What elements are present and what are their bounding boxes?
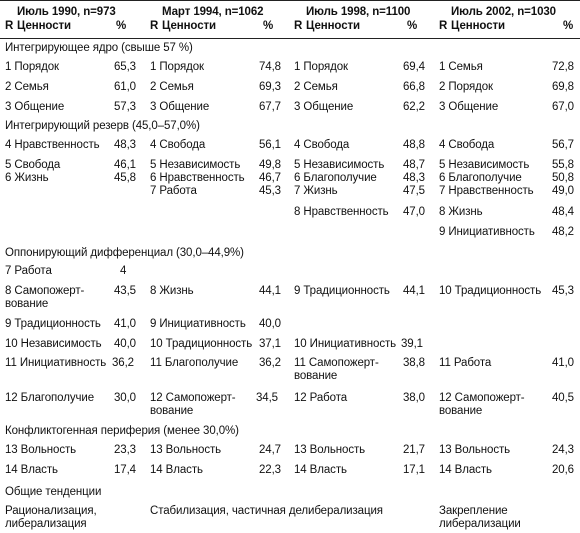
- table-cell-value: 5 Независимость: [150, 159, 241, 171]
- table-cell-pct: 40,0: [114, 338, 136, 350]
- table-cell-pct: 48,3: [114, 139, 136, 151]
- table-cell-value: 10 Традиционность: [150, 338, 253, 350]
- table-cell-value: 11 Работа: [439, 357, 492, 369]
- section-periphery-heading: Конфликтогенная периферия (менее 30,0%): [5, 425, 239, 437]
- column-3-value-header: Ценности: [306, 20, 360, 32]
- table-cell-pct: 30,0: [114, 392, 136, 404]
- table-cell-pct: 69,3: [259, 81, 281, 93]
- table-cell-pct: 38,8: [403, 357, 425, 369]
- table-cell-value: 6 Благополучие: [439, 172, 522, 184]
- table-cell-pct: 37,1: [259, 338, 281, 350]
- table-cell-pct: 50,8: [552, 172, 574, 184]
- table-cell-value: 3 Общение: [294, 101, 354, 113]
- table-cell-pct: 57,3: [114, 101, 136, 113]
- table-cell-value: 1 Порядок: [294, 61, 348, 73]
- table-cell-pct: 17,1: [403, 464, 425, 476]
- table-cell-value: 3 Общение: [5, 101, 65, 113]
- section-core-heading: Интегрирующее ядро (свыше 57 %): [5, 42, 193, 54]
- table-cell-pct: 46,7: [259, 172, 281, 184]
- table-cell-value: 12 Работа: [294, 392, 348, 404]
- column-3-pct-header: %: [407, 20, 418, 32]
- table-cell-pct: 34,5: [256, 392, 278, 404]
- table-cell-pct: 48,4: [552, 206, 574, 218]
- table-cell-value: 14 Власть: [5, 464, 58, 476]
- table-cell-value: 7 Нравственность: [439, 185, 534, 197]
- table-cell-pct: 43,5: [114, 285, 136, 297]
- table-cell-value: 14 Власть: [439, 464, 492, 476]
- table-cell-pct: 24,3: [552, 444, 574, 456]
- table-cell-value: 11 Самопожерт-вование: [294, 357, 379, 382]
- table-cell-pct: 21,7: [403, 444, 425, 456]
- table-cell-pct: 67,0: [552, 101, 574, 113]
- table-cell-value: 6 Жизнь: [5, 172, 49, 184]
- table-cell-pct: 46,1: [114, 159, 136, 171]
- table-cell-value: 13 Вольность: [439, 444, 511, 456]
- column-2-value-header: Ценности: [162, 20, 216, 32]
- table-cell-pct: 66,8: [403, 81, 425, 93]
- table-cell-pct: 39,1: [401, 338, 423, 350]
- table-cell-value: 2 Порядок: [439, 81, 493, 93]
- table-cell-pct: 69,8: [552, 81, 574, 93]
- table-cell-pct: 45,3: [552, 285, 574, 297]
- table-cell-value: 14 Власть: [150, 464, 203, 476]
- table-cell-pct: 48,8: [403, 139, 425, 151]
- table-cell-pct: 41,0: [552, 357, 574, 369]
- table-cell-value: 10 Инициативность: [294, 338, 397, 350]
- table-cell-pct: 74,8: [259, 61, 281, 73]
- table-cell-pct: 61,0: [114, 81, 136, 93]
- table-cell-value: 9 Инициативность: [150, 318, 246, 330]
- table-cell-pct: 45,3: [259, 185, 281, 197]
- table-cell-value: 10 Независимость: [5, 338, 102, 350]
- table-cell-value: 12 Благополучие: [5, 392, 94, 404]
- table-cell-value: 12 Самопожерт-вование: [150, 392, 236, 417]
- table-cell-pct: 56,7: [552, 139, 574, 151]
- table-cell-value: 13 Вольность: [150, 444, 222, 456]
- table-cell-pct: 67,7: [259, 101, 281, 113]
- section-trends-heading: Общие тенденции: [5, 486, 102, 498]
- table-cell-value: 12 Самопожерт-вование: [439, 392, 525, 417]
- table-cell-value: 1 Порядок: [150, 61, 204, 73]
- table-cell-pct: 22,3: [259, 464, 281, 476]
- table-cell-value: 1 Семья: [439, 61, 483, 73]
- table-cell-value: 3 Общение: [439, 101, 499, 113]
- table-cell-pct: 38,0: [403, 392, 425, 404]
- table-cell-pct: 36,2: [112, 357, 134, 369]
- table-top-rule: [0, 0, 580, 1]
- table-cell-value: 4 Свобода: [150, 139, 206, 151]
- table-cell-value: 8 Самопожерт-вование: [5, 285, 85, 310]
- table-cell-pct: 17,4: [114, 464, 136, 476]
- section-opposing-heading: Оппонирующий дифференциал (30,0–44,9%): [5, 247, 244, 259]
- header-bottom-rule: [0, 38, 580, 39]
- table-cell-pct: 47,5: [403, 185, 425, 197]
- table-cell-value: 2 Семья: [150, 81, 194, 93]
- section-reserve-heading: Интегрирующий резерв (45,0–57,0%): [5, 120, 200, 132]
- table-cell-pct: 56,1: [259, 139, 281, 151]
- table-cell-pct: 48,3: [403, 172, 425, 184]
- column-1-rank-header: R: [5, 20, 14, 32]
- table-cell-value: 9 Традиционность: [294, 285, 390, 297]
- table-cell-value: 8 Жизнь: [150, 285, 194, 297]
- table-cell-value: 7 Жизнь: [294, 185, 338, 197]
- table-cell-value: 2 Семья: [294, 81, 338, 93]
- table-cell-pct: 40,0: [259, 318, 281, 330]
- table-cell-value: 8 Жизнь: [439, 206, 483, 218]
- table-cell-pct: 45,8: [114, 172, 136, 184]
- table-cell-pct: 23,3: [114, 444, 136, 456]
- table-cell-pct: 48,7: [403, 159, 425, 171]
- table-cell-pct: 36,2: [259, 357, 281, 369]
- table-cell-value: 5 Независимость: [439, 159, 530, 171]
- table-cell-pct: 44,1: [259, 285, 281, 297]
- table-cell-value: 3 Общение: [150, 101, 210, 113]
- table-cell-pct: 55,8: [552, 159, 574, 171]
- table-cell-value: 4 Свобода: [294, 139, 350, 151]
- table-cell-pct: 4: [120, 265, 127, 277]
- table-cell-value: 9 Инициативность: [439, 226, 535, 238]
- table-cell-pct: 24,7: [259, 444, 281, 456]
- table-cell-value: 9 Традиционность: [5, 318, 101, 330]
- table-cell-value: 1 Порядок: [5, 61, 59, 73]
- table-cell-value: 13 Вольность: [5, 444, 77, 456]
- table-cell-pct: 41,0: [114, 318, 136, 330]
- trend-1994: Стабилизация, частичная делиберализация: [150, 505, 383, 517]
- table-cell-value: 4 Свобода: [439, 139, 495, 151]
- table-cell-pct: 20,6: [552, 464, 574, 476]
- table-cell-value: 7 Работа: [5, 265, 52, 277]
- table-cell-value: 7 Работа: [150, 185, 197, 197]
- table-cell-value: 6 Благополучие: [294, 172, 377, 184]
- column-3-title: Июль 1998, n=1100: [306, 6, 411, 18]
- table-cell-value: 8 Нравственность: [294, 206, 389, 218]
- table-cell-value: 13 Вольность: [294, 444, 366, 456]
- table-cell-value: 2 Семья: [5, 81, 49, 93]
- column-1-value-header: Ценности: [17, 20, 71, 32]
- column-1-pct-header: %: [116, 20, 127, 32]
- table-cell-value: 14 Власть: [294, 464, 347, 476]
- table-cell-pct: 49,8: [259, 159, 281, 171]
- table-cell-pct: 65,3: [114, 61, 136, 73]
- table-cell-pct: 48,2: [552, 226, 574, 238]
- table-cell-pct: 47,0: [403, 206, 425, 218]
- trend-1990: Рационализация, либерализация: [5, 505, 97, 530]
- table-cell-pct: 62,2: [403, 101, 425, 113]
- column-1-title: Июль 1990, n=973: [17, 6, 116, 18]
- table-cell-value: 10 Традиционность: [439, 285, 542, 297]
- trend-2002: Закрепление либерализации: [439, 505, 521, 530]
- table-cell-value: 5 Свобода: [5, 159, 61, 171]
- column-2-pct-header: %: [263, 20, 274, 32]
- table-cell-pct: 69,4: [403, 61, 425, 73]
- table-cell-value: 4 Нравственность: [5, 139, 100, 151]
- table-cell-pct: 44,1: [403, 285, 425, 297]
- table-cell-pct: 72,8: [552, 61, 574, 73]
- table-cell-value: 5 Независимость: [294, 159, 385, 171]
- column-3-rank-header: R: [294, 20, 303, 32]
- column-4-rank-header: R: [439, 20, 448, 32]
- column-2-title: Март 1994, n=1062: [162, 6, 264, 18]
- table-cell-value: 11 Благополучие: [150, 357, 239, 369]
- table-cell-pct: 40,5: [552, 392, 574, 404]
- table-cell-value: 6 Нравственность: [150, 172, 245, 184]
- column-4-pct-header: %: [563, 20, 574, 32]
- column-2-rank-header: R: [150, 20, 159, 32]
- table-cell-pct: 49,0: [552, 185, 574, 197]
- table-cell-value: 11 Инициативность: [5, 357, 107, 369]
- column-4-value-header: Ценности: [451, 20, 505, 32]
- column-4-title: Июль 2002, n=1030: [451, 6, 556, 18]
